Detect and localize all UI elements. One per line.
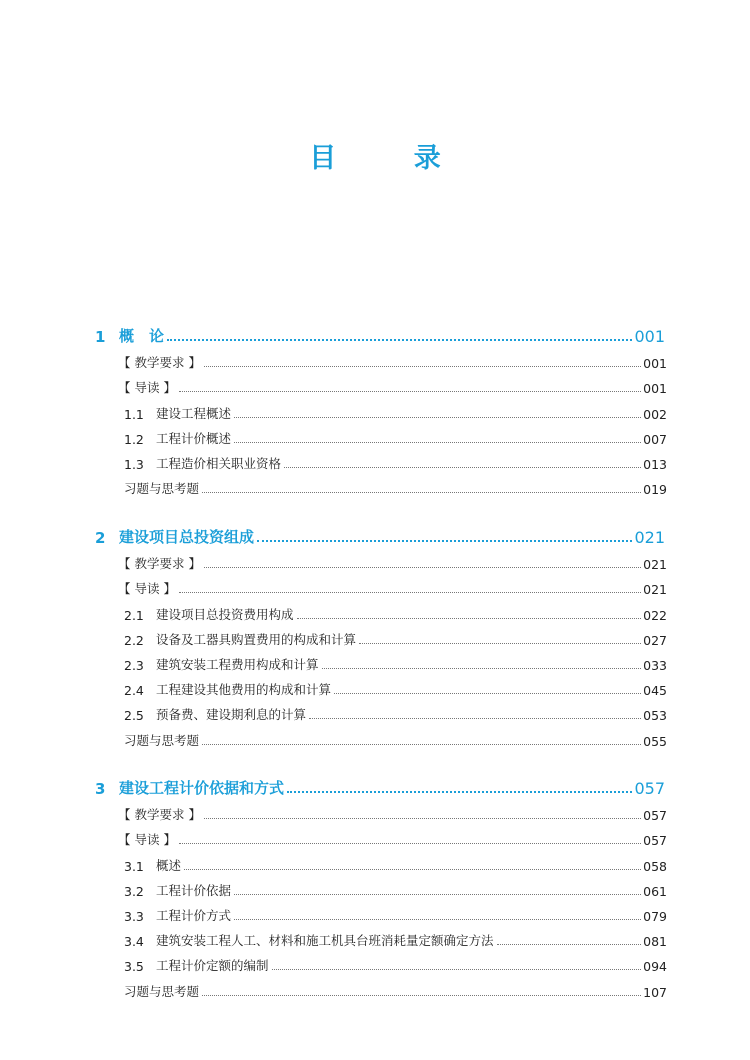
entry-label [118,579,176,597]
chapter-entry[interactable] [95,525,665,547]
entry-title: 习题与思考题 [124,481,200,497]
dot-leader [497,944,642,945]
dot-leader [334,693,641,694]
page-title: 目 录 [309,143,475,174]
dot-leader [202,744,641,745]
entry-title: 工程计价定额的编制 [156,958,269,974]
entry-label [124,956,269,974]
chapter-title: 概 论 [119,327,165,345]
chapter-label [95,777,284,798]
section-number: 3.3 [124,909,144,924]
page-number: 013 [643,457,667,472]
dot-leader [179,391,641,392]
page-number: 053 [643,708,667,724]
section-entry[interactable] [124,626,667,648]
section-entry[interactable] [124,927,667,949]
entry-title: 【 导读 】 [118,832,176,848]
section-entry[interactable] [124,701,667,723]
section-number: 3.1 [124,858,144,874]
chapter-entry[interactable] [95,324,665,346]
page-number: 094 [643,959,667,975]
entry-label [124,931,494,949]
dot-leader [257,540,632,542]
dot-leader [167,339,632,341]
bracket-entry[interactable] [118,374,667,396]
dot-leader [297,618,642,619]
entry-title: 建筑安装工程人工、材料和施工机具台班消耗量定额确定方法 [156,933,494,949]
dot-leader [234,417,641,418]
entry-label [124,731,199,749]
entry-label [124,982,199,1000]
entry-label [118,830,176,848]
section-number: 1.1 [124,406,144,422]
entry-label [124,605,294,623]
section-number: 3.5 [124,959,144,975]
page-number: 061 [643,883,667,899]
section-entry[interactable] [124,676,667,698]
page-number: 001 [643,381,667,397]
entry-title: 工程计价方式 [156,908,232,923]
dot-leader [359,643,641,644]
page-number: 001 [634,327,665,346]
bracket-entry[interactable] [118,349,667,371]
entry-title: 概述 [156,857,182,873]
dot-leader [234,919,641,920]
entry-title: 工程建设其他费用的构成和计算 [156,682,332,698]
dot-leader [284,467,641,468]
entry-label [124,479,199,497]
page-number: 022 [643,607,667,623]
section-number: 3.4 [124,934,144,950]
page-number: 021 [634,528,665,547]
bracket-entry[interactable] [118,826,667,848]
section-entry[interactable] [124,877,667,899]
dot-leader [287,791,632,793]
entry-title: 习题与思考题 [124,732,200,748]
page-number: 057 [643,833,667,849]
entry-title: 【 教学要求 】 [118,807,201,823]
section-entry[interactable] [124,902,667,924]
chapter-entry[interactable] [95,776,665,798]
entry-label [118,378,176,396]
entry-label [118,554,201,572]
section-entry[interactable] [124,450,667,472]
section-number: 2.5 [124,708,144,724]
section-number: 2.2 [124,632,144,648]
entry-title: 建筑安装工程费用构成和计算 [156,657,319,672]
entry-title: 工程计价概述 [156,430,232,446]
entry-title: 建设工程概述 [156,405,232,421]
entry-title: 习题与思考题 [124,983,200,999]
page-number: 019 [643,482,667,498]
dot-leader [204,567,641,568]
chapter-title: 建设项目总投资组成 [119,528,255,546]
entry-label [124,655,319,673]
entry-label [118,353,201,371]
page-number: 033 [643,658,667,673]
entry-label [124,454,281,472]
bracket-entry[interactable] [118,801,667,823]
page-number: 079 [643,909,667,924]
page-number: 055 [643,733,667,749]
dot-leader [322,668,642,669]
dot-leader [179,843,641,844]
entry-title: 建设项目总投资费用构成 [156,606,294,622]
page-number: 057 [643,808,667,824]
page-number: 045 [643,683,667,699]
dot-leader [272,969,642,970]
chapter-number: 2 [95,529,106,547]
page-number: 081 [643,934,667,950]
section-entry[interactable] [124,651,667,673]
dot-leader [202,492,641,493]
section-number: 3.2 [124,883,144,899]
dot-leader [202,995,641,996]
section-number: 1.2 [124,431,144,447]
entry-label [124,680,331,698]
entry-label [124,856,181,874]
chapter-label [95,526,254,547]
entry-title: 工程计价依据 [156,882,232,898]
exercise-entry[interactable] [124,727,667,749]
entry-label [124,429,231,447]
entry-title: 设备及工器具购置费用的构成和计算 [156,631,357,647]
section-entry[interactable] [124,400,667,422]
bracket-entry[interactable] [118,550,667,572]
section-number: 2.3 [124,658,144,673]
page-number: 002 [643,406,667,422]
page-number: 021 [643,582,667,598]
entry-label [118,805,201,823]
entry-title: 【 导读 】 [118,581,176,597]
section-number: 2.1 [124,607,144,623]
section-entry[interactable] [124,852,667,874]
page-number: 001 [643,356,667,372]
exercise-entry[interactable] [124,978,667,1000]
page-number: 021 [643,557,667,573]
entry-label [124,705,306,723]
entry-title: 【 教学要求 】 [118,556,201,572]
page-number: 007 [643,431,667,447]
section-number: 2.4 [124,683,144,699]
entry-title: 工程造价相关职业资格 [156,456,282,471]
entry-label [124,630,356,648]
section-entry[interactable] [124,425,667,447]
dot-leader [204,818,641,819]
entry-title: 【 教学要求 】 [118,355,201,371]
dot-leader [234,442,641,443]
page-number: 107 [643,984,667,1000]
entry-label [124,906,231,924]
section-entry[interactable] [124,952,667,974]
chapter-number: 1 [95,328,106,346]
entry-title: 【 导读 】 [118,380,176,396]
chapter-title: 建设工程计价依据和方式 [119,779,285,797]
page-number: 057 [634,779,665,798]
page-number: 058 [643,858,667,874]
chapter-number: 3 [95,780,106,798]
bracket-entry[interactable] [118,575,667,597]
exercise-entry[interactable] [124,475,667,497]
chapter-label [95,325,164,346]
section-entry[interactable] [124,601,667,623]
entry-label [124,404,231,422]
entry-title: 预备费、建设期利息的计算 [156,707,307,723]
dot-leader [234,894,641,895]
dot-leader [309,718,641,719]
dot-leader [179,592,641,593]
dot-leader [204,366,641,367]
page-number: 027 [643,632,667,648]
entry-label [124,881,231,899]
section-number: 1.3 [124,457,144,472]
dot-leader [184,869,641,870]
